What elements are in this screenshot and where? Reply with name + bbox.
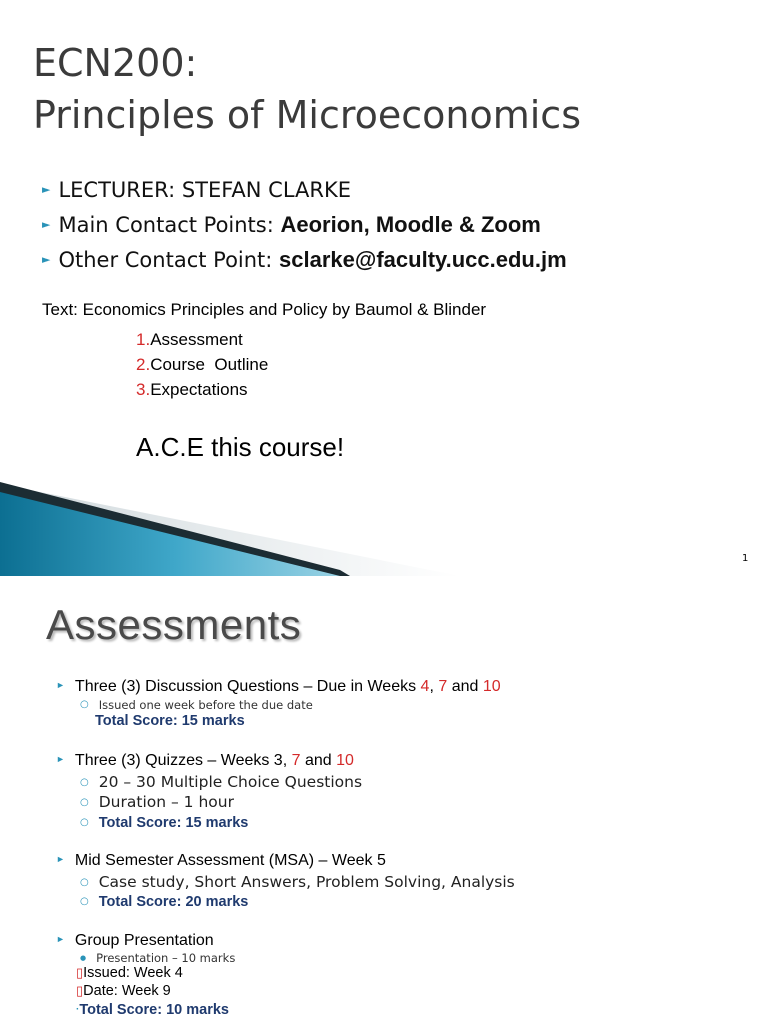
bullet-text: LECTURER: STEFAN CLARKE bbox=[58, 178, 352, 202]
circle-bullet-icon: ○ bbox=[80, 777, 89, 788]
sub-item bbox=[80, 873, 515, 891]
sub-item bbox=[80, 698, 313, 712]
missing-glyph-icon: ▯ bbox=[76, 983, 84, 998]
bullet-value: Aeorion, Moodle & Zoom bbox=[280, 212, 541, 237]
total-score: Total Score: 15 marks bbox=[95, 713, 245, 729]
list-number: 1. bbox=[136, 330, 151, 349]
bullet-label: Other Contact Point: bbox=[58, 248, 280, 272]
list-item bbox=[136, 330, 243, 350]
bullet-arrow-icon: ► bbox=[42, 183, 51, 196]
bullet-arrow-icon: ► bbox=[42, 218, 51, 231]
dot-bullet-icon: · bbox=[76, 1004, 80, 1015]
slide-2 bbox=[0, 576, 768, 1024]
circle-bullet-icon: ○ bbox=[80, 699, 89, 710]
bullet-main-contact bbox=[42, 214, 541, 236]
sub-text: Duration – 1 hour bbox=[98, 793, 234, 811]
week-number: 10 bbox=[482, 678, 501, 695]
week-number: 4 bbox=[420, 678, 430, 695]
missing-glyph-icon: ▯ bbox=[76, 965, 84, 980]
list-item bbox=[136, 380, 248, 400]
slide-title-line1: ECN200: bbox=[33, 41, 198, 85]
bullet-label: Main Contact Points: bbox=[58, 213, 281, 237]
issued-text: Issued: Week 4 bbox=[83, 965, 183, 981]
week-number: 10 bbox=[336, 752, 354, 769]
list-label: Expectations bbox=[150, 380, 248, 399]
circle-bullet-icon: ○ bbox=[80, 877, 89, 888]
circle-bullet-icon: ○ bbox=[80, 797, 89, 808]
issued-line bbox=[76, 965, 183, 981]
bullet-arrow-icon: ► bbox=[56, 754, 65, 764]
total-score: Total Score: 15 marks bbox=[98, 815, 249, 831]
sub-text: 20 – 30 Multiple Choice Questions bbox=[98, 773, 363, 791]
sub-text: Presentation – 10 marks bbox=[96, 951, 236, 965]
separator: and bbox=[300, 752, 337, 769]
list-item bbox=[136, 355, 268, 375]
decorative-swoosh bbox=[0, 470, 768, 576]
heading-text: Three (3) Discussion Questions – Due in Weeks bbox=[74, 678, 421, 695]
sub-item bbox=[80, 813, 248, 831]
week-number: 7 bbox=[438, 678, 448, 695]
week-number: 7 bbox=[291, 752, 301, 769]
sub-text: Issued one week before the due date bbox=[98, 698, 313, 712]
slide-title-line2: Principles of Microeconomics bbox=[33, 93, 581, 137]
heading-text: Group Presentation bbox=[74, 932, 214, 949]
heading-group-presentation bbox=[56, 932, 214, 950]
date-line bbox=[76, 983, 171, 999]
list-label: Course Outline bbox=[150, 355, 269, 374]
list-number: 3. bbox=[136, 380, 151, 399]
heading-text: Three (3) Quizzes – Weeks 3, bbox=[74, 752, 292, 769]
sub-text: Case study, Short Answers, Problem Solving, Analysis bbox=[98, 873, 515, 891]
separator: and bbox=[447, 678, 483, 695]
bullet-other-contact bbox=[42, 249, 567, 271]
heading-discussion-questions bbox=[56, 678, 501, 696]
slide-title: Assessments bbox=[46, 601, 302, 648]
sub-item bbox=[80, 951, 235, 965]
total-score: Total Score: 20 marks bbox=[98, 894, 249, 910]
total-score-text: Total Score: 10 marks bbox=[79, 1002, 229, 1018]
bullet-arrow-icon: ► bbox=[42, 253, 51, 266]
circle-bullet-icon: ○ bbox=[80, 896, 89, 907]
dot-bullet-icon: ● bbox=[80, 954, 87, 962]
date-text: Date: Week 9 bbox=[83, 983, 171, 999]
heading-msa bbox=[56, 852, 386, 870]
bullet-arrow-icon: ► bbox=[56, 680, 65, 690]
page-number: 1 bbox=[742, 553, 749, 564]
list-label: Assessment bbox=[150, 330, 243, 349]
sub-item bbox=[80, 773, 362, 791]
bullet-lecturer bbox=[42, 180, 351, 201]
ace-tagline: A.C.E this course! bbox=[136, 432, 345, 462]
email-text: sclarke@faculty.ucc.edu.jm bbox=[279, 247, 567, 272]
circle-bullet-icon: ○ bbox=[80, 817, 89, 828]
sub-item bbox=[80, 793, 234, 811]
bullet-arrow-icon: ► bbox=[56, 854, 65, 864]
separator: , bbox=[429, 678, 439, 695]
sub-item bbox=[80, 892, 248, 910]
list-number: 2. bbox=[136, 355, 151, 374]
total-score bbox=[76, 1002, 229, 1018]
heading-quizzes bbox=[56, 752, 354, 770]
heading-text: Mid Semester Assessment (MSA) – Week 5 bbox=[74, 852, 386, 869]
textbook-line: Text: Economics Principles and Policy by Baumol & Blinder bbox=[42, 300, 487, 319]
bullet-arrow-icon: ► bbox=[56, 934, 65, 944]
